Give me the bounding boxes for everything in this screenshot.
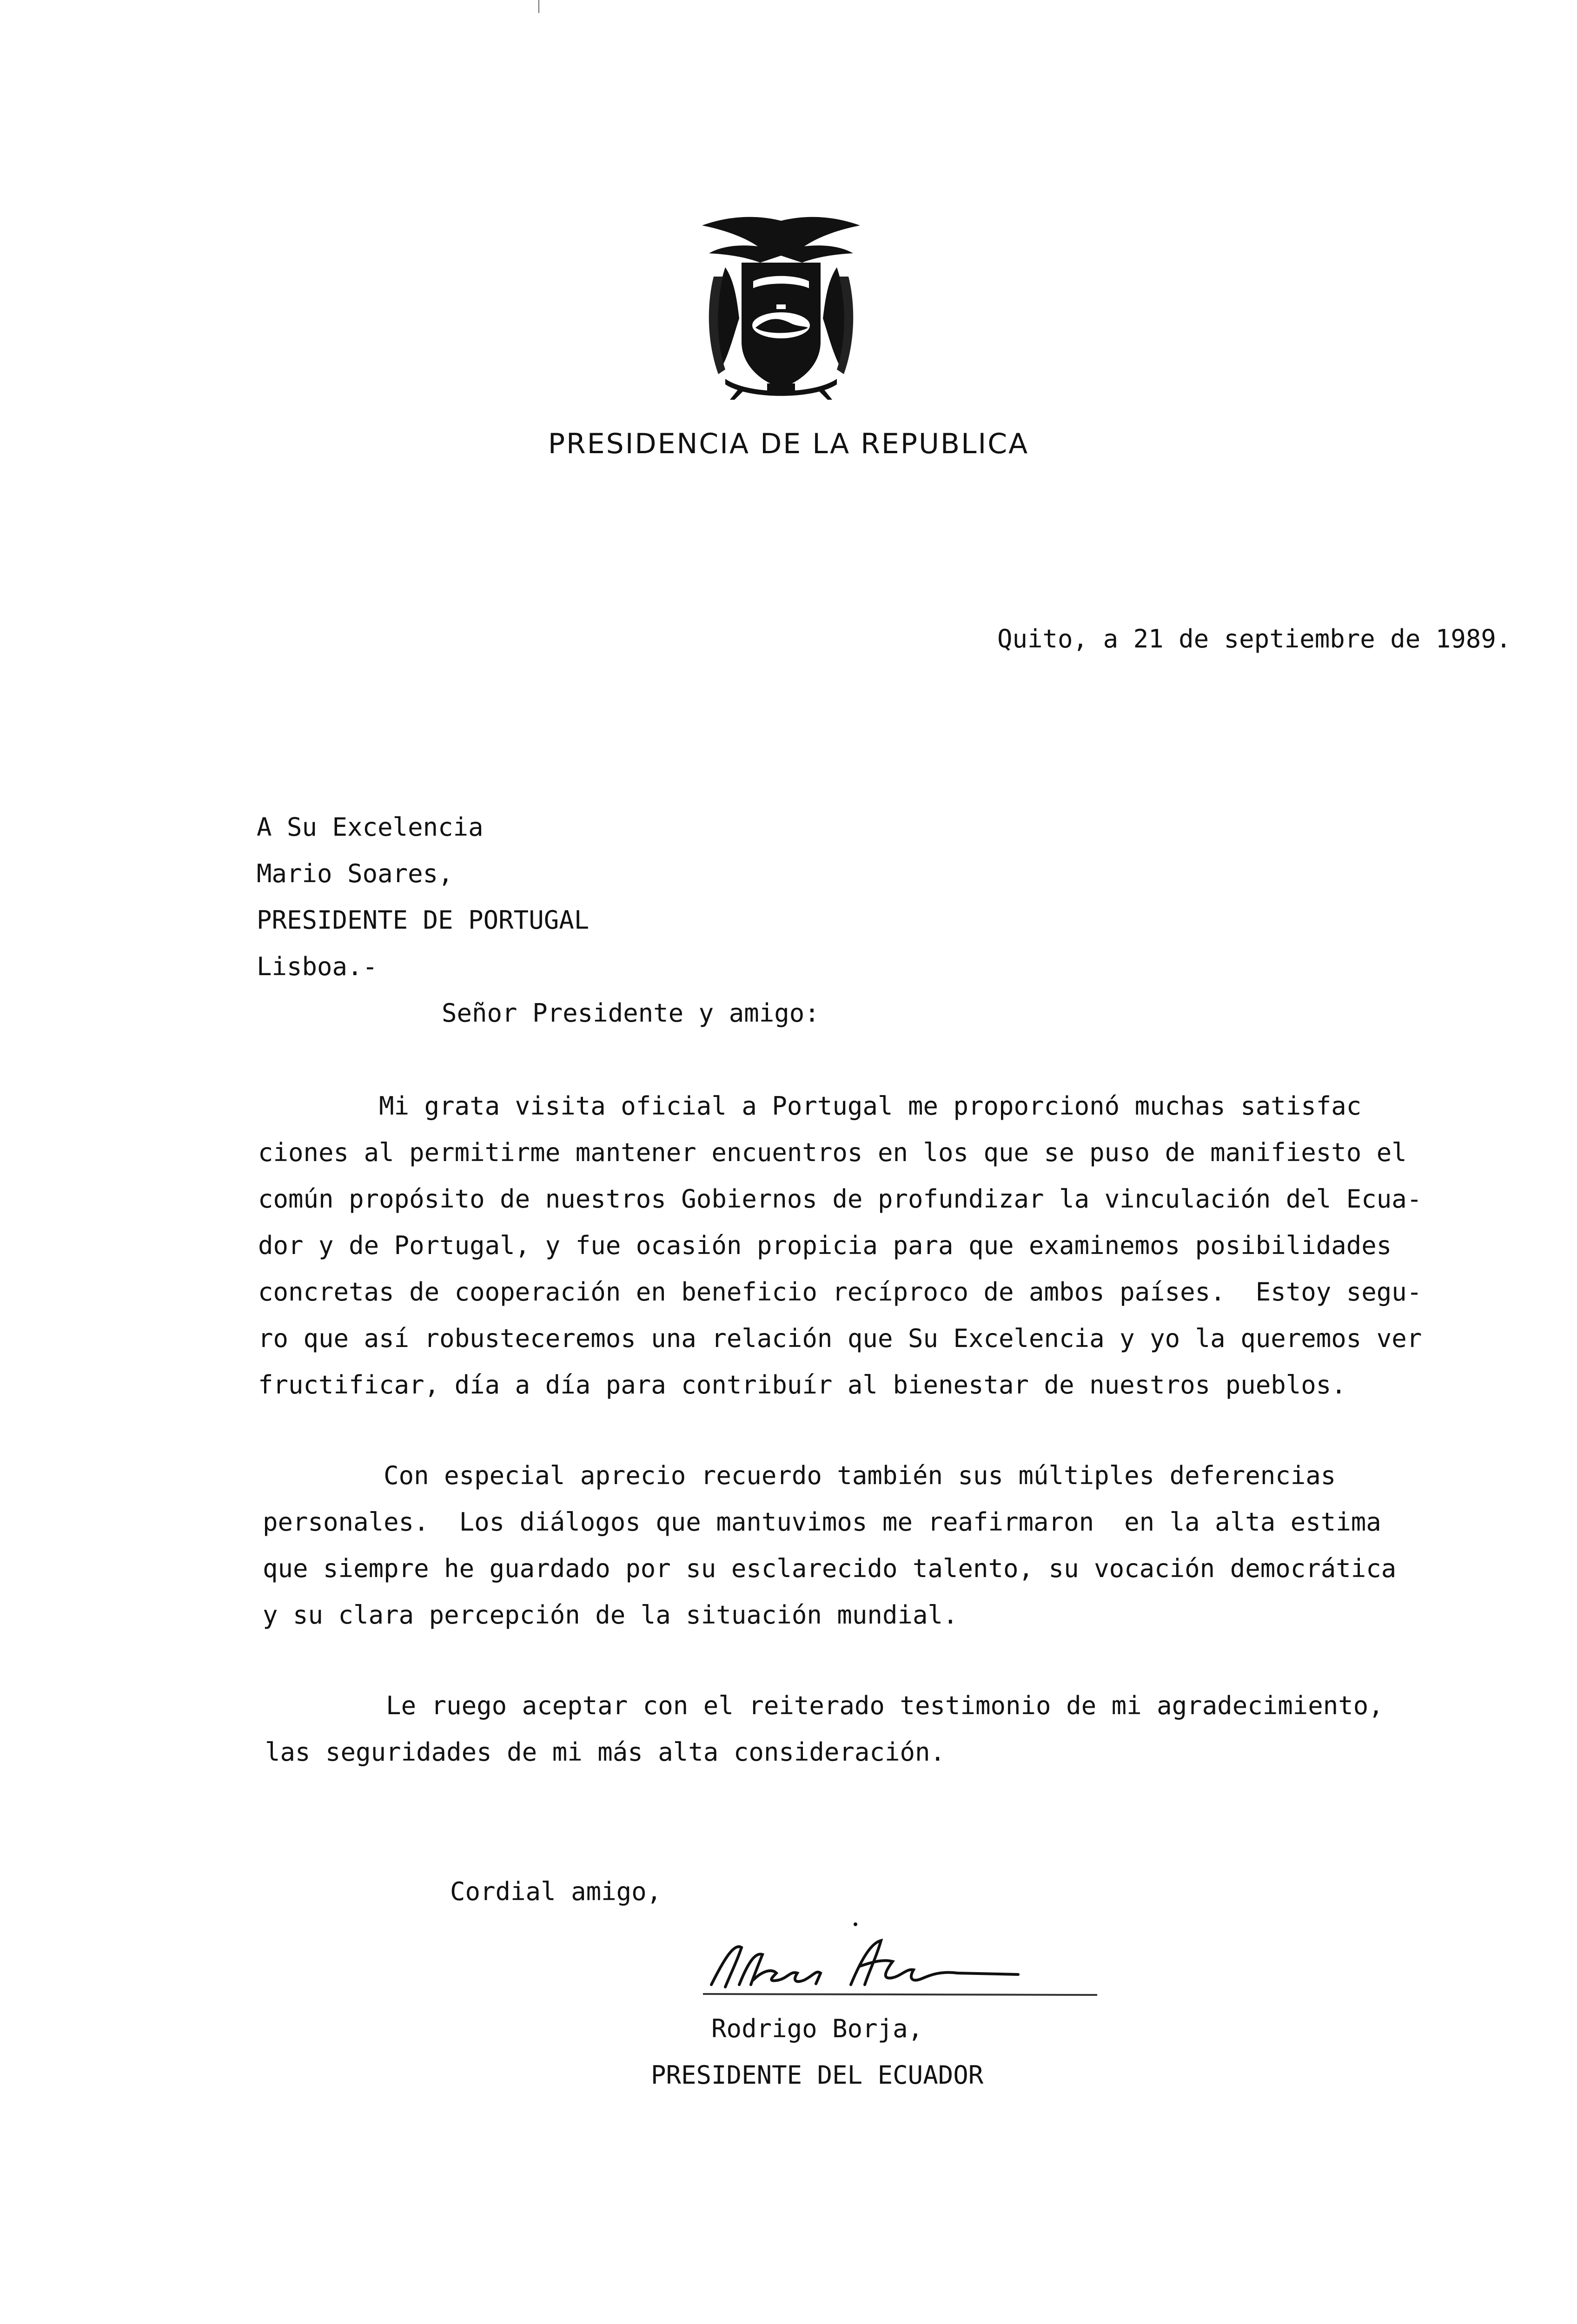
signer-title: PRESIDENTE DEL ECUADOR xyxy=(651,2060,984,2090)
signer-block xyxy=(651,2006,983,2099)
coat-of-arms-emblem xyxy=(697,211,865,402)
body-line: Mi grata visita oficial a Portugal me proporcionó muchas satisfac xyxy=(258,1091,1362,1121)
recipient-line: Lisboa.- xyxy=(257,952,378,981)
recipient-line: A Su Excelencia xyxy=(257,812,484,842)
recipient-line: Mario Soares, xyxy=(257,859,453,888)
body-line: fructificar, día a día para contribuír al bienestar de nuestros pueblos. xyxy=(258,1370,1346,1400)
letterhead-title: PRESIDENCIA DE LA REPUBLICA xyxy=(548,428,1029,460)
recipient-line: PRESIDENTE DE PORTUGAL xyxy=(257,905,590,935)
signer-name: Rodrigo Borja, xyxy=(711,2014,923,2043)
closing-line: Cordial amigo, xyxy=(450,1877,662,1906)
body-paragraph-2 xyxy=(263,1452,1396,1638)
body-line: Le ruego aceptar con el reiterado testimonio de mi agradecimiento, xyxy=(265,1691,1384,1720)
salutation: Señor Presidente y amigo: xyxy=(442,998,820,1028)
body-line: Con especial aprecio recuerdo también sus múltiples deferencias xyxy=(263,1461,1336,1490)
body-paragraph-1 xyxy=(258,1083,1422,1408)
body-line: ciones al permitirme mantener encuentros en los que se puso de manifiesto el xyxy=(258,1138,1407,1167)
body-line: que siempre he guardado por su esclarecido talento, su vocación democrática xyxy=(263,1554,1397,1583)
body-line: concretas de cooperación en beneficio recíproco de ambos países. Estoy segu- xyxy=(258,1277,1422,1307)
handwritten-signature xyxy=(697,1915,1116,2008)
body-line: las seguridades de mi más alta consideración. xyxy=(265,1737,945,1767)
date-line: Quito, a 21 de septiembre de 1989. xyxy=(997,624,1511,654)
body-line: ro que así robusteceremos una relación que Su Excelencia y yo la queremos ver xyxy=(258,1324,1422,1353)
scan-edge-mark-top xyxy=(538,0,539,13)
body-paragraph-3 xyxy=(265,1683,1384,1776)
recipient-block xyxy=(257,804,589,990)
body-line: común propósito de nuestros Gobiernos de profundizar la vinculación del Ecua- xyxy=(258,1184,1422,1214)
body-line: dor y de Portugal, y fue ocasión propicia para que examinemos posibilidades xyxy=(258,1231,1392,1260)
body-line: personales. Los diálogos que mantuvimos me reafirmaron en la alta estima xyxy=(263,1507,1381,1537)
body-line: y su clara percepción de la situación mundial. xyxy=(263,1600,958,1630)
